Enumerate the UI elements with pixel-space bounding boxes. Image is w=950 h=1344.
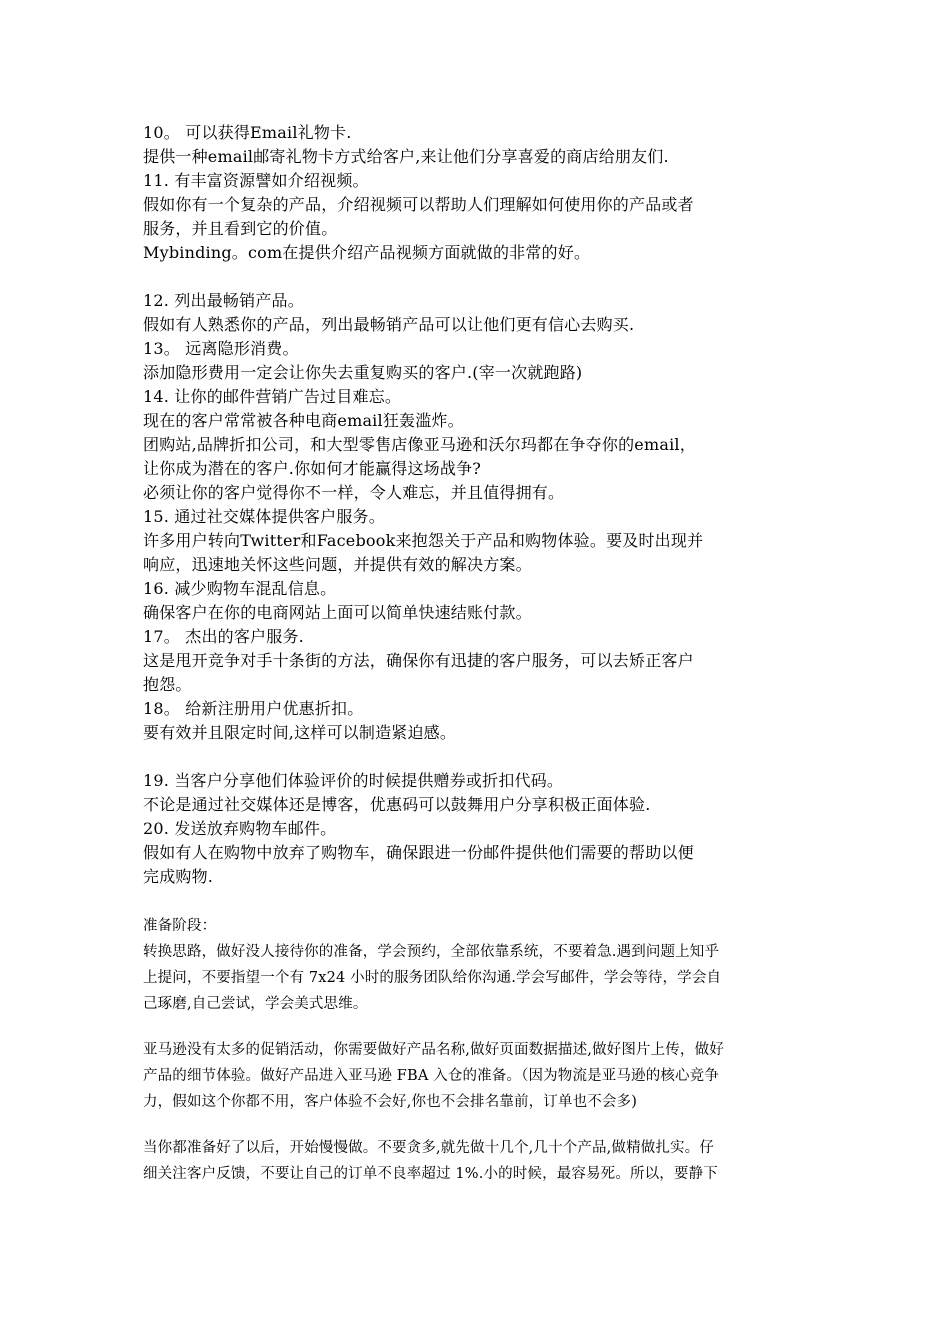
text-line: 现在的客户常常被各种电商email狂轰滥炸。 xyxy=(143,411,464,430)
text-line: 力，假如这个你都不用，客户体验不会好,你也不会排名靠前，订单也不会多) xyxy=(143,1094,638,1110)
blank-line xyxy=(143,265,815,289)
text-line: 假如有人在购物中放弃了购物车，确保跟进一份邮件提供他们需要的帮助以便 xyxy=(143,843,694,862)
text-line: 必须让你的客户觉得你不一样，令人难忘，并且值得拥有。 xyxy=(143,483,565,502)
text-line: 许多用户转向Twitter和Facebook来抱怨关于产品和购物体验。要及时出现并 xyxy=(143,531,704,550)
text-line: 要有效并且限定时间,这样可以制造紧迫感。 xyxy=(143,723,457,742)
text-line: Mybinding。com在提供介绍产品视频方面就做的非常的好。 xyxy=(143,243,591,262)
text-line: 完成购物. xyxy=(143,867,214,886)
tips-list-section xyxy=(143,121,815,913)
preparation-section xyxy=(143,913,815,1187)
text-line: 上提问，不要指望一个有 7x24 小时的服务团队给你沟通.学会写邮件，学会等待，学会自 xyxy=(143,970,722,986)
blank-line xyxy=(143,889,815,913)
section-heading: 准备阶段： xyxy=(143,918,217,934)
text-line: 产品的细节体验。做好产品进入亚马逊 FBA 入仓的准备。（因为物流是亚马逊的核心竞争 xyxy=(143,1068,719,1084)
text-line: 17。 杰出的客户服务. xyxy=(143,627,304,646)
text-line: 服务，并且看到它的价值。 xyxy=(143,219,338,238)
blank-line xyxy=(143,1017,815,1037)
text-line: 团购站,品牌折扣公司，和大型零售店像亚马逊和沃尔玛都在争夺你的email， xyxy=(143,435,696,454)
text-line: 11. 有丰富资源譬如介绍视频。 xyxy=(143,171,369,190)
text-line: 己琢磨,自己尝试，学会美式思维。 xyxy=(143,996,368,1012)
blank-line xyxy=(143,1115,815,1135)
text-line: 20. 发送放弃购物车邮件。 xyxy=(143,819,337,838)
document-body xyxy=(143,121,815,1187)
text-line: 亚马逊没有太多的促销活动，你需要做好产品名称,做好页面数据描述,做好图片上传，做好 xyxy=(143,1042,724,1058)
text-line: 这是甩开竞争对手十条街的方法，确保你有迅捷的客户服务，可以去矫正客户 xyxy=(143,651,694,670)
text-line: 18。 给新注册用户优惠折扣。 xyxy=(143,699,364,718)
text-line: 转换思路，做好没人接待你的准备，学会预约，全部依靠系统，不要着急.遇到问题上知乎 xyxy=(143,944,720,960)
text-line: 19. 当客户分享他们体验评价的时候提供赠券或折扣代码。 xyxy=(143,771,564,790)
text-line: 12. 列出最畅销产品。 xyxy=(143,291,304,310)
text-line: 不论是通过社交媒体还是博客，优惠码可以鼓舞用户分享积极正面体验. xyxy=(143,795,651,814)
text-line: 13。 远离隐形消费。 xyxy=(143,339,299,358)
text-line: 当你都准备好了以后，开始慢慢做。不要贪多,就先做十几个,几十个产品,做精做扎实。仔 xyxy=(143,1140,714,1156)
text-line: 14. 让你的邮件营销广告过目难忘。 xyxy=(143,387,402,406)
text-line: 确保客户在你的电商网站上面可以简单快速结账付款。 xyxy=(143,603,532,622)
text-line: 响应，迅速地关怀这些问题，并提供有效的解决方案。 xyxy=(143,555,532,574)
text-line: 抱怨。 xyxy=(143,675,192,694)
text-line: 细关注客户反馈，不要让自己的订单不良率超过 1%.小的时候，最容易死。所以，要静下 xyxy=(143,1166,718,1182)
text-line: 假如你有一个复杂的产品，介绍视频可以帮助人们理解如何使用你的产品或者 xyxy=(143,195,694,214)
text-line: 10。 可以获得Email礼物卡. xyxy=(143,123,352,142)
text-line: 假如有人熟悉你的产品，列出最畅销产品可以让他们更有信心去购买. xyxy=(143,315,635,334)
text-line: 让你成为潜在的客户.你如何才能赢得这场战争? xyxy=(143,459,482,478)
text-line: 添加隐形费用一定会让你失去重复购买的客户.(宰一次就跑路) xyxy=(143,363,583,382)
blank-line xyxy=(143,745,815,769)
text-line: 提供一种email邮寄礼物卡方式给客户,来让他们分享喜爱的商店给朋友们. xyxy=(143,147,669,166)
text-line: 16. 减少购物车混乱信息。 xyxy=(143,579,337,598)
text-line: 15. 通过社交媒体提供客户服务。 xyxy=(143,507,385,526)
